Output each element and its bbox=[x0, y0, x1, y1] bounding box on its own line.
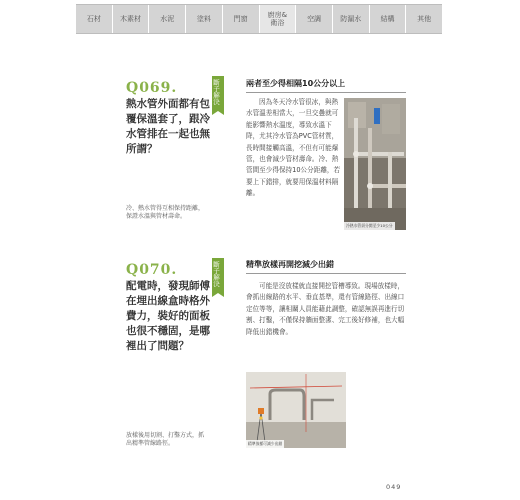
heading-underline bbox=[246, 92, 406, 93]
solution-tag-label: 斷子解決 bbox=[212, 261, 220, 287]
question-title: 配電時，發現師傅在埋出線盒時格外費力，裝好的面板也很不穩固，是哪裡出了問題？ bbox=[126, 280, 210, 352]
solution-tag bbox=[212, 76, 224, 111]
tab-structure[interactable]: 結構 bbox=[369, 5, 406, 33]
answer-heading: 精準放樣再開挖減少出錯 bbox=[246, 260, 334, 269]
tab-cement[interactable]: 水泥 bbox=[148, 5, 185, 33]
layout-marking-illustration bbox=[246, 372, 346, 448]
answer-body: 因為冬天冷水管很冰，與熱水管溫差相當大，一旦交疊就可能影響熱水溫度，導致水溫下降，尤其冷水管為PVC管材質，長時間接觸高溫，不但有可能爆管，也會減少管材壽命。冷、熱管間至少得保持10公分距離，若要上下錯排，就要用保溫材料隔離。 bbox=[246, 98, 341, 198]
category-tab-bar bbox=[76, 4, 442, 34]
tab-paint[interactable]: 塗料 bbox=[185, 5, 222, 33]
question-summary: 冷、熱水管得互相保持距離，保證水溫與管材壽命。 bbox=[126, 205, 205, 220]
solution-tag-label: 斷子解決 bbox=[212, 79, 220, 105]
tab-waterproofing[interactable]: 防漏水 bbox=[332, 5, 369, 33]
tab-stone[interactable]: 石材 bbox=[86, 15, 101, 23]
question-summary: 放樣後用切割、打鑿方式，抓出精準管線路徑。 bbox=[126, 432, 205, 447]
tab-air-conditioning[interactable]: 空調 bbox=[295, 5, 332, 33]
tab-kitchen-bath[interactable]: 廚房& 衛浴 bbox=[259, 5, 296, 33]
pipe-spacing-illustration bbox=[344, 98, 406, 230]
question-title: 熱水管外面都有包覆保溫套了，跟冷水管排在一起也無所謂？ bbox=[126, 98, 210, 155]
tab-wood[interactable]: 木素材 bbox=[112, 5, 149, 33]
heading-underline bbox=[246, 273, 406, 274]
question-number: Q069. bbox=[126, 80, 178, 96]
question-number: Q070. bbox=[126, 262, 178, 278]
layout-marking-photo bbox=[246, 372, 346, 448]
answer-body: 可能是沒放樣就直接開挖管槽導致。現場放樣時，會抓出線路的水平、垂直基準，還有管線路徑、出線口定位等等，讓相關人員能藉此調整，確認無誤再進行切割、打鑿，不僅保持牆面整潔、完工後好修補，也大幅降低出錯機會。 bbox=[246, 282, 405, 336]
answer-heading: 兩者至少得相隔10公分以上 bbox=[246, 79, 346, 88]
pipe-spacing-photo bbox=[344, 98, 406, 230]
photo-caption: 精準放樣可減少出錯 bbox=[248, 441, 283, 446]
tab-doors-windows[interactable]: 門窗 bbox=[222, 5, 259, 33]
photo-caption: 冷熱水管須分開至少10公分 bbox=[346, 223, 393, 228]
page-number: 049 bbox=[386, 483, 402, 491]
solution-tag bbox=[212, 258, 224, 293]
tab-other[interactable]: 其他 bbox=[405, 5, 442, 33]
